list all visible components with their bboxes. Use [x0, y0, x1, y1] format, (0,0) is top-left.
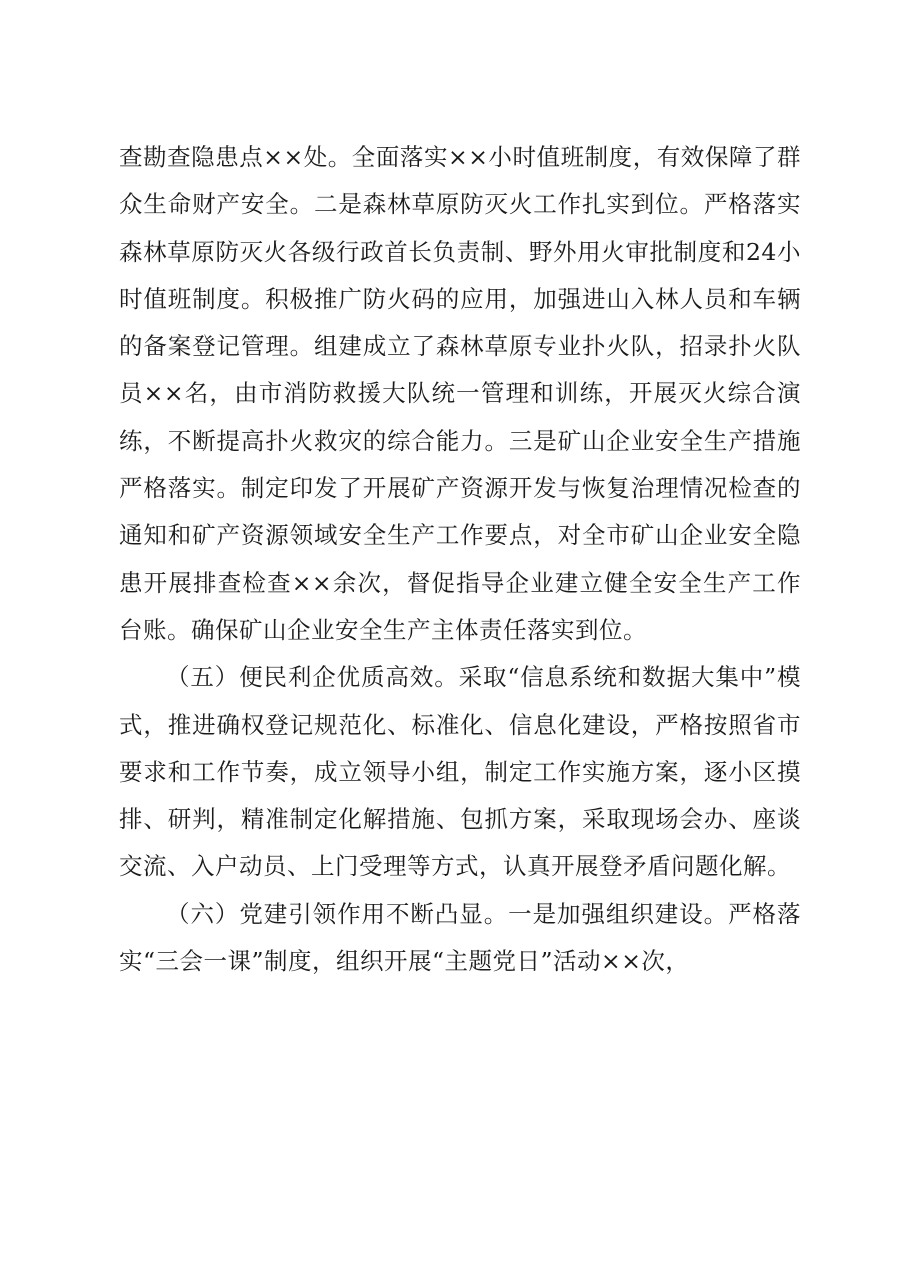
paragraph-safety-continued: 查勘查隐患点××处。全面落实××小时值班制度，有效保障了群众生命财产安全。二是森林草原防灭火工作扎实到位。严格落实森林草原防灭火各级行政首长负责制、野外用火审批制度和24小时值班制度。积极推广防火码的应用，加强进山入林人员和车辆的备案登记管理。组建成立了森林草原专业扑火队，招录扑火队员××名，由市消防救援大队统一管理和训练，开展灭火综合演练，不断提高扑火救灾的综合能力。三是矿山企业安全生产措施严格落实。制定印发了开展矿产资源开发与恢复治理情况检查的通知和矿产资源领域安全生产工作要点，对全市矿山企业安全隐患开展排查检查××余次，督促指导企业建立健全安全生产工作台账。确保矿山企业安全生产主体责任落实到位。	[119, 143, 801, 644]
document-body	[119, 134, 801, 985]
paragraph-five-convenience: （五）便民利企优质高效。采取“信息系统和数据大集中”模式，推进确权登记规范化、标准化、信息化建设，严格按照省市要求和工作节奏，成立领导小组，制定工作实施方案，逐小区摸排、研判，精准制定化解措施、包抓方案，采取现场会办、座谈交流、入户动员、上门受理等方式，认真开展登矛盾问题化解。	[119, 663, 801, 881]
paragraph-six-party-building: （六）党建引领作用不断凸显。一是加强组织建设。严格落实“三会一课”制度，组织开展“主题党日”活动××次，	[119, 899, 801, 976]
